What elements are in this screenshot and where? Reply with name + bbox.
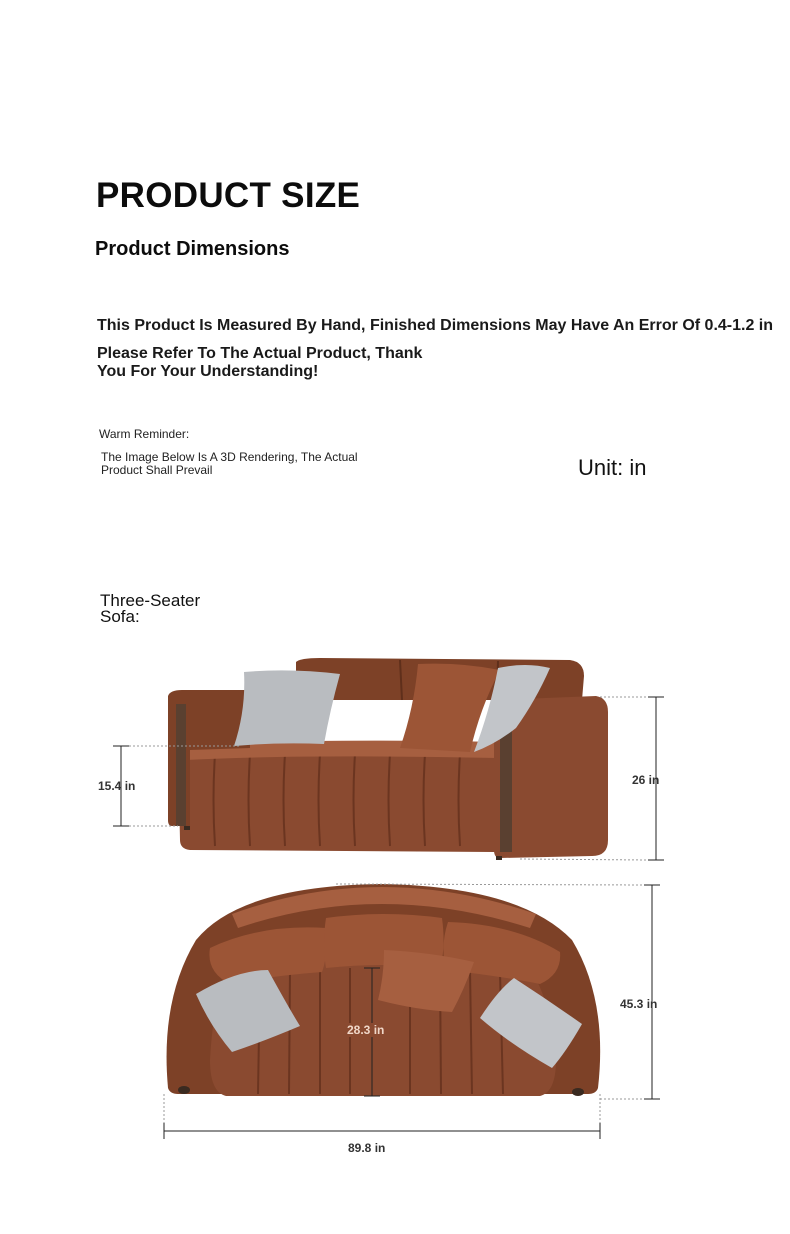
measurement-note: This Product Is Measured By Hand, Finished Dimensions May Have An Error Of 0.4-1.2 in [97, 317, 774, 334]
pillow-left-gray [234, 670, 340, 746]
reminder-text: The Image Below Is A 3D Rendering, The Actual Product Shall Prevail [101, 450, 358, 477]
dimension-total-height: 26 in [632, 773, 660, 787]
dimension-seat-depth: 28.3 in [347, 1023, 385, 1037]
sofa-front-view [168, 658, 608, 860]
dimension-total-width: 89.8 in [348, 1141, 386, 1155]
dimension-total-depth: 45.3 in [620, 997, 658, 1011]
sofa-front-body [178, 746, 500, 852]
unit-label: Unit: in [578, 455, 647, 480]
page-title: PRODUCT SIZE [96, 176, 361, 215]
section-subtitle: Product Dimensions [95, 238, 290, 260]
product-label: Three-Seater Sofa: [100, 591, 201, 626]
refer-note: Please Refer To The Actual Product, Thank You For Your Understanding! [97, 345, 423, 380]
reminder-title: Warm Reminder: [99, 427, 190, 441]
sofa-top-view [167, 884, 601, 1096]
dimension-seat-height: 15.4 in [98, 779, 136, 793]
